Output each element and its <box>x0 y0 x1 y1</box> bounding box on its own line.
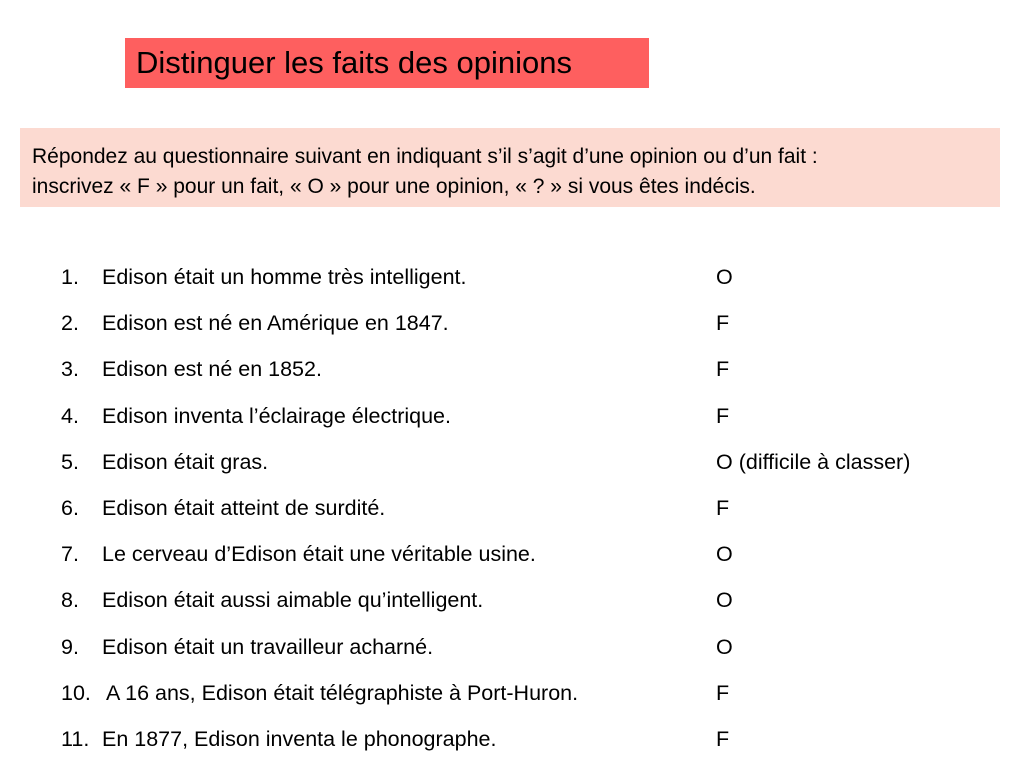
item-statement: Edison était un homme très intelligent. <box>102 265 467 289</box>
list-item <box>0 300 1024 346</box>
item-number: 3. <box>61 357 79 382</box>
item-answer: F <box>716 726 730 751</box>
item-number: 10. <box>61 680 91 705</box>
item-answer: O (difficile à classer) <box>716 449 911 474</box>
item-statement: Edison était gras. <box>102 449 269 474</box>
list-item <box>0 485 1024 531</box>
item-number: 1. <box>61 265 79 289</box>
list-item <box>0 577 1024 623</box>
item-answer: F <box>716 357 730 382</box>
item-answer: O <box>716 265 733 289</box>
instructions-line-2: inscrivez « F » pour un fait, « O » pour une opinion, « ? » si vous êtes indécis. <box>32 175 756 198</box>
item-statement: Edison était un travailleur acharné. <box>102 634 434 659</box>
item-statement: Edison est né en Amérique en 1847. <box>102 311 449 336</box>
item-number: 7. <box>61 542 79 567</box>
item-number: 5. <box>61 449 79 474</box>
item-number: 8. <box>61 588 79 613</box>
questionnaire-list <box>0 254 1024 762</box>
item-answer: F <box>716 495 730 520</box>
item-number: 2. <box>61 311 79 336</box>
item-statement: A 16 ans, Edison était télégraphiste à Port-Huron. <box>106 680 579 705</box>
list-item <box>0 716 1024 762</box>
list-item <box>0 439 1024 485</box>
item-answer: F <box>716 311 730 336</box>
item-answer: F <box>716 680 730 705</box>
item-number: 11. <box>61 726 90 751</box>
list-item <box>0 670 1024 716</box>
list-item <box>0 624 1024 670</box>
item-statement: Le cerveau d’Edison était une véritable usine. <box>102 542 536 567</box>
instructions-box <box>20 128 1000 207</box>
item-number: 4. <box>61 403 79 428</box>
item-answer: O <box>716 588 733 613</box>
list-item <box>0 346 1024 392</box>
list-item <box>0 393 1024 439</box>
item-statement: Edison est né en 1852. <box>102 357 322 382</box>
item-statement: En 1877, Edison inventa le phonographe. <box>102 726 497 751</box>
item-statement: Edison inventa l’éclairage électrique. <box>102 403 451 428</box>
item-answer: F <box>716 403 730 428</box>
page-title-text: Distinguer les faits des opinions <box>136 45 572 80</box>
item-answer: O <box>716 542 733 567</box>
item-statement: Edison était atteint de surdité. <box>102 495 386 520</box>
list-item <box>0 254 1024 300</box>
item-answer: O <box>716 634 733 659</box>
list-item <box>0 531 1024 577</box>
item-statement: Edison était aussi aimable qu’intelligent. <box>102 588 484 613</box>
item-number: 9. <box>61 634 79 659</box>
instructions-line-1: Répondez au questionnaire suivant en indiquant s’il s’agit d’une opinion ou d’un fait : <box>32 145 818 168</box>
page-title <box>125 38 649 88</box>
item-number: 6. <box>61 495 79 520</box>
